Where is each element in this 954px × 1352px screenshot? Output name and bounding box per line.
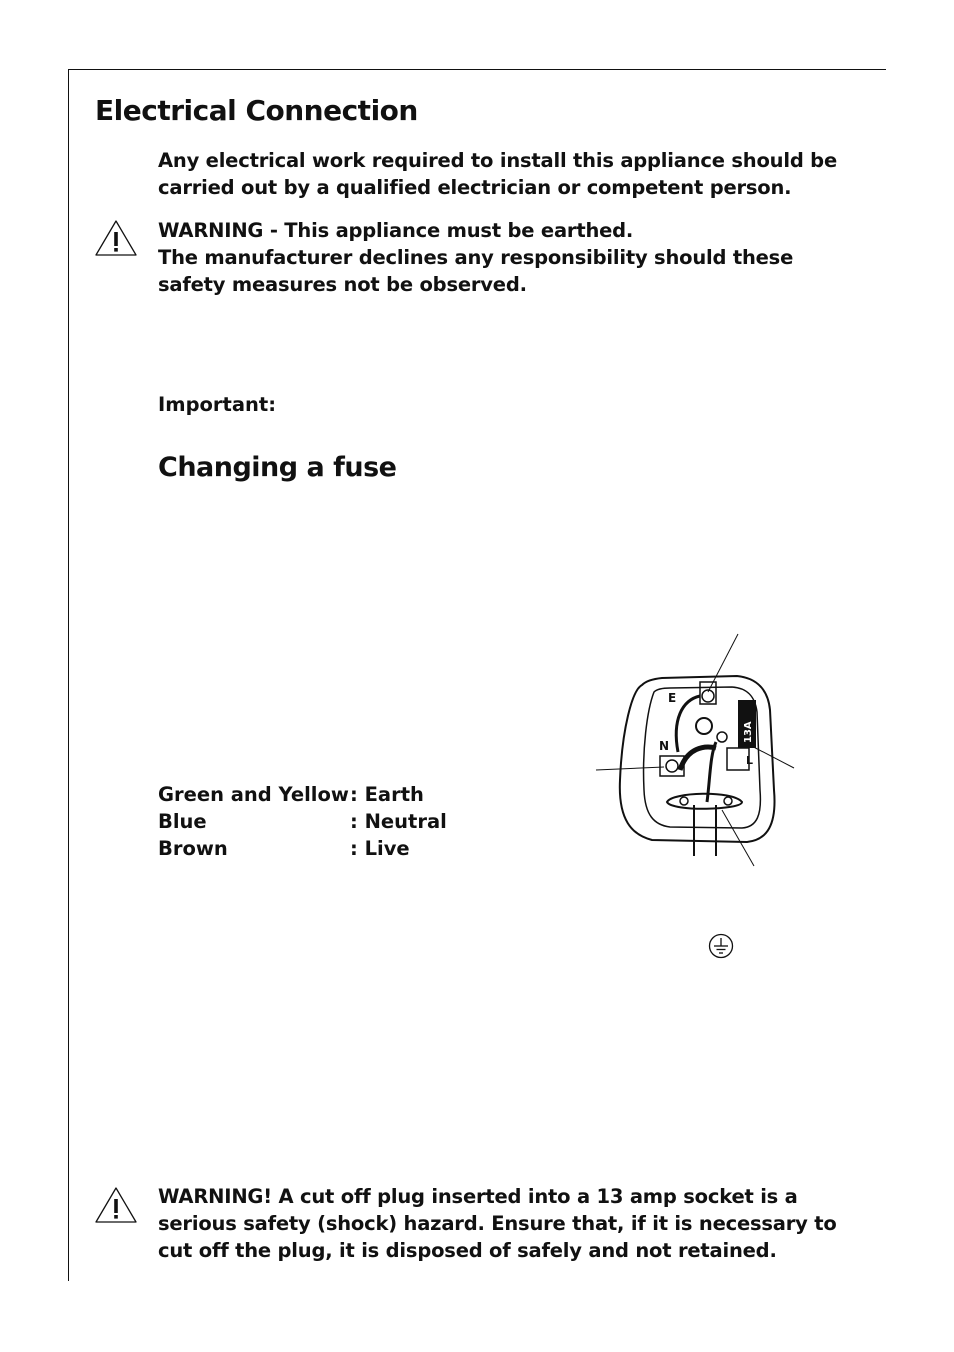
wire-separator: : xyxy=(350,810,358,833)
leader-line-cord-grip xyxy=(722,810,754,866)
earthing-warning xyxy=(158,217,858,298)
page-title: Electrical Connection xyxy=(95,94,418,127)
cord-grip-screw-right xyxy=(724,797,732,805)
section-title-changing-fuse: Changing a fuse xyxy=(158,452,397,483)
page-frame-top xyxy=(68,69,886,70)
terminal-label-neutral: N xyxy=(659,739,670,753)
earthing-warning-line2: The manufacturer declines any responsibility should these safety measures not be observed. xyxy=(158,246,794,296)
wire-terminal: Live xyxy=(364,837,410,860)
power-cord xyxy=(694,805,716,856)
leader-line-earth xyxy=(708,634,738,692)
cut-off-plug-warning: WARNING! A cut off plug inserted into a 13 amp socket is a serious safety (shock) hazard. Ensure that, if it is necessary to cut off the plug, it is disposed of safely and not retained. xyxy=(158,1185,837,1262)
earth-symbol-icon xyxy=(708,933,734,959)
cord-grip xyxy=(667,794,742,809)
wire-separator: : xyxy=(350,783,358,806)
wire-color: Brown xyxy=(158,837,228,860)
wire-terminal: Neutral xyxy=(364,810,447,833)
warning-triangle-icon xyxy=(94,218,138,258)
fuse-label: 13A xyxy=(743,721,754,743)
wire-terminal: Earth xyxy=(364,783,424,806)
wiring-row-live xyxy=(158,835,447,862)
live-screw xyxy=(717,732,727,742)
intro-paragraph: Any electrical work required to install this appliance should be carried out by a qualified electrician or competent person. xyxy=(158,149,837,199)
plug-wiring-diagram xyxy=(592,630,802,870)
page-frame-left xyxy=(68,69,69,1281)
wiring-row-neutral xyxy=(158,808,447,835)
neutral-screw xyxy=(666,760,678,772)
wiring-legend xyxy=(158,781,447,862)
terminal-label-earth: E xyxy=(668,691,677,705)
terminal-label-live: L xyxy=(746,754,754,767)
important-label: Important: xyxy=(158,393,277,416)
warning-triangle-icon xyxy=(94,1185,138,1225)
wire-separator: : xyxy=(350,837,358,860)
wire-color: Green and Yellow xyxy=(158,783,349,806)
earthing-warning-line1: WARNING - This appliance must be earthed. xyxy=(158,219,634,242)
cord-grip-screw-left xyxy=(680,797,688,805)
wiring-row-earth xyxy=(158,781,447,808)
leader-line-neutral xyxy=(596,767,664,770)
plug-centre-screw xyxy=(696,718,712,734)
wire-color: Blue xyxy=(158,810,207,833)
